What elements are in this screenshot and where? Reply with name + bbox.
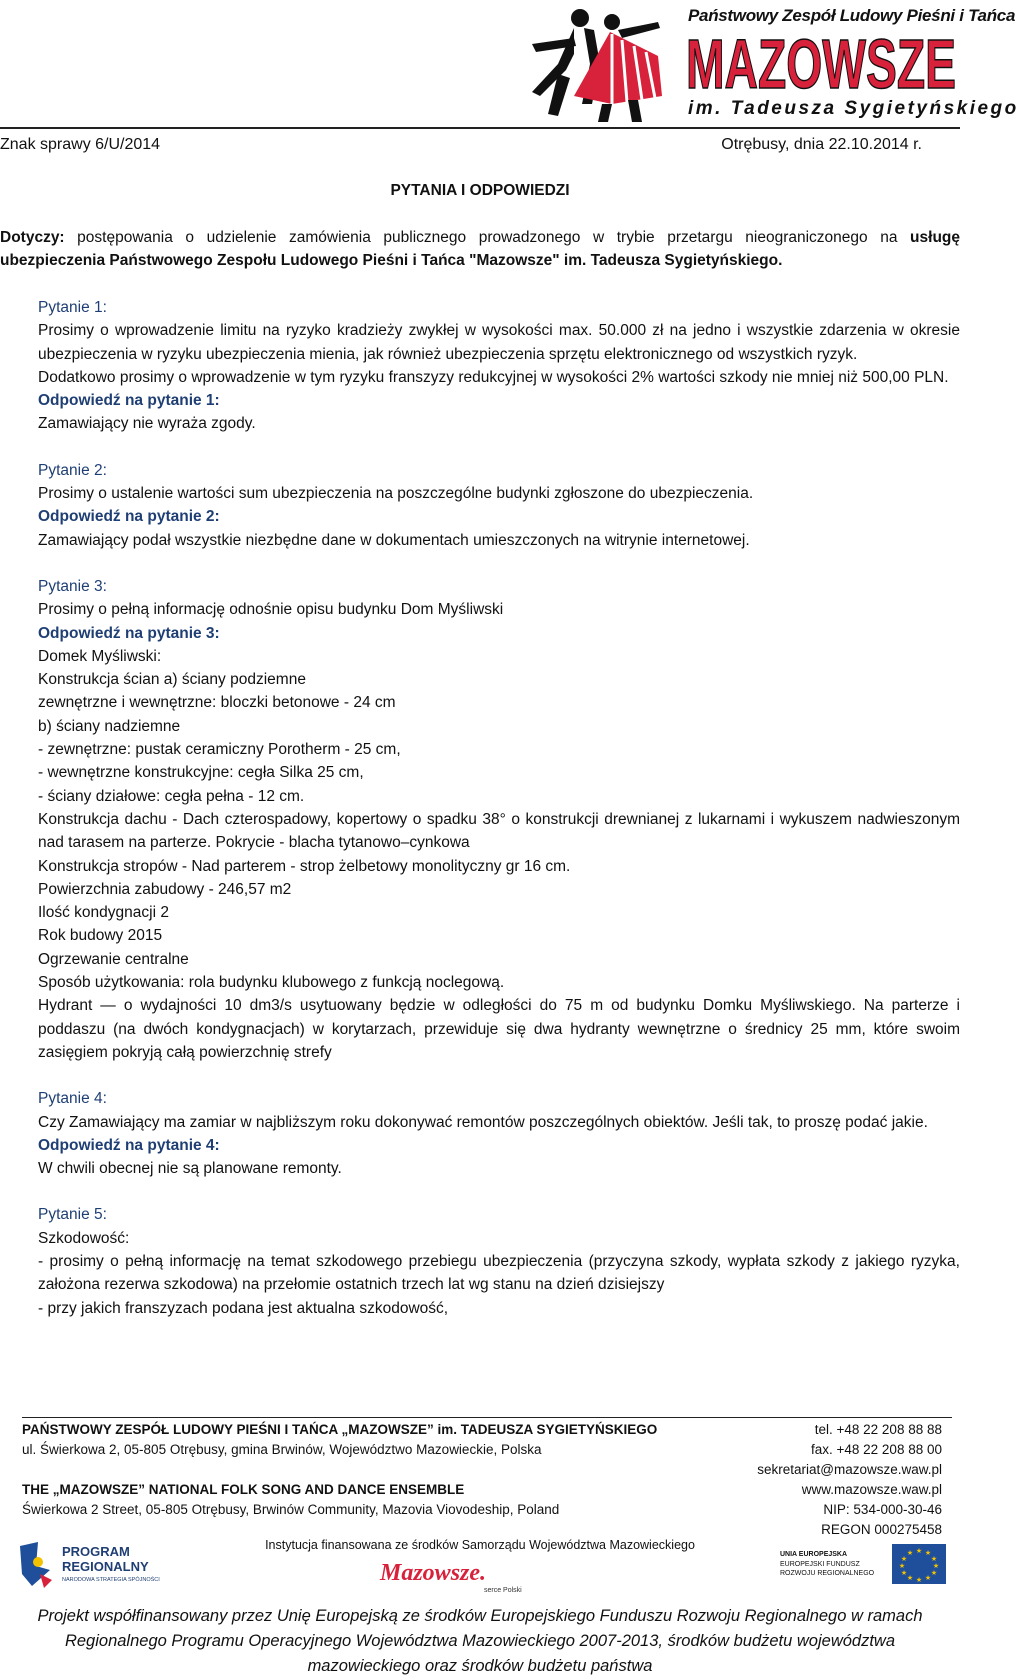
case-number: Znak sprawy 6/U/2014 <box>0 136 161 153</box>
footer-regon: REGON 000275458 <box>821 1522 942 1537</box>
question-1-text-2: Dodatkowo prosimy o wprowadzenie w tym ryzyku franszyzy redukcyjnej w wysokości 2% wartości szkody nie mniej niż 500,00 PLN. <box>38 368 949 386</box>
logo-pr-line-3: NARODOWA STRATEGIA SPÓJNOŚCI <box>62 1577 160 1583</box>
footer-address-block <box>22 1420 712 1520</box>
question-5-heading: Pytanie 5: <box>38 1206 107 1224</box>
footer-divider <box>22 1417 952 1418</box>
dancers-logo-image <box>462 4 687 126</box>
answer-2-text: Zamawiający podał wszystkie niezbędne dane w dokumentach umieszczonych na witrynie internetowej. <box>38 531 750 549</box>
answer-3-heading: Odpowiedź na pytanie 3: <box>38 624 220 642</box>
logo-maz-sub: serce Polski <box>484 1587 522 1594</box>
question-5-line: - prosimy o pełną informację na temat szkodowego przebiegu ubezpieczenia (przyczyna szkody, wypłata szkody z jakiego ryzyka, założona rezerwa szkodowa) na przełomie ostatnich trzech lat wg stanu na dzień dzisiejszy <box>38 1252 960 1294</box>
svg-text:★: ★ <box>924 1549 932 1557</box>
question-1-text: Prosimy o wprowadzenie limitu na ryzyko kradzieży zwykłej w wysokości max. 50.000 zł na jedno i wszystkie zdarzenia w okresie ubezpieczenia w ryzyku ubezpieczenia mienia, jak również ubezpieczenia sprzętu elektronicznego od wszystkich ryzyk. <box>38 322 960 363</box>
funding-note: Instytucja finansowana ze środków Samorządu Województwa Mazowieckiego <box>265 1538 695 1552</box>
answer-3-line: Konstrukcja ścian a) ściany podziemne <box>38 671 306 689</box>
answer-3-line: Ogrzewanie centralne <box>38 950 189 968</box>
answer-3-line: Ilość kondygnacji 2 <box>38 904 169 922</box>
brand-subtitle: im. Tadeusza Sygietyńskiego <box>688 98 1019 119</box>
answer-1-heading: Odpowiedź na pytanie 1: <box>38 392 220 410</box>
question-3-text: Prosimy o pełną informację odnośnie opisu budynku Dom Myśliwski <box>38 601 504 619</box>
cofinancing-line: mazowieckiego oraz środków budżetu państwa <box>307 1657 653 1675</box>
footer-en-name: THE „MAZOWSZE” NATIONAL FOLK SONG AND DANCE ENSEMBLE <box>22 1482 465 1497</box>
answer-2-heading: Odpowiedź na pytanie 2: <box>38 508 220 526</box>
footer-www-link[interactable]: www.mazowsze.waw.pl <box>801 1482 942 1497</box>
svg-text:★: ★ <box>932 1562 940 1570</box>
question-5-line: Szkodowość: <box>38 1229 130 1247</box>
logo-pr-line-1: PROGRAM <box>62 1544 130 1559</box>
answer-3-hydrant: Hydrant — o wydajności 10 dm3/s usytuowany będzie w odległości do 75 m od budynku Domku Myśliwskiego. Na parterze i poddaszu (na dwóch kondygnacjach) w korytarzach, przewiduje się dwa hydranty wewnętrzne o średnicy 25 mm, które swoim zasięgiem pokryją całą powierzchnię strefy <box>38 997 960 1061</box>
header-divider <box>0 127 960 129</box>
answer-3-line: Powierzchnia zabudowy - 246,57 m2 <box>38 880 292 898</box>
program-regionalny-logo <box>18 1540 178 1590</box>
footer-contact-block <box>682 1420 942 1540</box>
answer-3-line: b) ściany nadziemne <box>38 717 181 735</box>
question-5-line: - przy jakich franszyzach podana jest aktualna szkodowość, <box>38 1299 449 1317</box>
logo-ue-line-3: ROZWOJU REGIONALNEGO <box>780 1570 875 1577</box>
question-3-heading: Pytanie 3: <box>38 577 107 595</box>
subject-paragraph <box>0 226 960 272</box>
logo-maz-text: Mazowsze. <box>380 1560 487 1586</box>
footer-en-address: Świerkowa 2 Street, 05-805 Otrębusy, Brwinów Community, Mazovia Viovodeship, Poland <box>22 1502 560 1517</box>
cofinancing-line: Regionalnego Programu Operacyjnego Województwa Mazowieckiego 2007-2013, środków budżetu województwa <box>64 1632 896 1650</box>
answer-1-text: Zamawiający nie wyraża zgody. <box>38 415 256 433</box>
svg-text:★: ★ <box>906 1574 914 1582</box>
eu-fund-logo <box>780 1542 950 1592</box>
answer-3-roof: Konstrukcja dachu - Dach czterospadowy, kopertowy o spadku 38° o konstrukcji drewnianej z lukarnami i wykuszem nadwieszonym nad tarasem na parterze. Pokrycie - blacha tytanowo–cynkowa <box>38 810 960 852</box>
svg-text:★: ★ <box>900 1569 908 1577</box>
footer-tel: tel. +48 22 208 88 88 <box>814 1422 942 1437</box>
answer-3-line: Konstrukcja stropów - Nad parterem - strop żelbetowy monolityczny gr 16 cm. <box>38 857 571 875</box>
footer-email-link[interactable]: sekretariat@mazowsze.waw.pl <box>757 1462 942 1477</box>
brand-name-text: MAZOWSZE <box>686 25 956 103</box>
question-4-text: Czy Zamawiający ma zamiar w najbliższym roku dokonywać remontów poszczególnych obiektów. Jeśli tak, to proszę podać jakie. <box>38 1113 928 1131</box>
subject-text: postępowania o udzielenie zamówienia publicznego prowadzonego w trybie przetargu nieograniczonego na <box>64 229 911 246</box>
footer-pl-name: PAŃSTWOWY ZESPÓŁ LUDOWY PIEŚNI I TAŃCA „MAZOWSZE” im. TADEUSZA SYGIETYŃSKIEGO <box>22 1422 658 1437</box>
svg-text:★: ★ <box>915 1576 923 1584</box>
footer-nip: NIP: 534-000-30-46 <box>823 1502 942 1517</box>
answer-3-line: Domek Myśliwski: <box>38 647 162 665</box>
answer-3-line: - wewnętrzne konstrukcyjne: cegła Silka 25 cm, <box>38 764 364 782</box>
document-title: PYTANIA I ODPOWIEDZI <box>390 182 570 199</box>
svg-text:★: ★ <box>930 1569 938 1577</box>
answer-3-line: - zewnętrzne: pustak ceramiczny Porotherm - 25 cm, <box>38 741 401 759</box>
svg-text:★: ★ <box>900 1555 908 1563</box>
svg-text:★: ★ <box>924 1574 932 1582</box>
place-and-date: Otrębusy, dnia 22.10.2014 r. <box>721 136 922 153</box>
answer-3-line: zewnętrzne i wewnętrzne: bloczki betonowe - 24 cm <box>38 694 396 712</box>
answer-3-line: Rok budowy 2015 <box>38 927 163 945</box>
brand-top-line: Państwowy Zespół Ludowy Pieśni i Tańca <box>688 6 1016 25</box>
cofinancing-statement <box>0 1604 960 1679</box>
svg-text:★: ★ <box>915 1547 923 1555</box>
footer-pl-address: ul. Świerkowa 2, 05-805 Otrębusy, gmina Brwinów, Województwo Mazowieckie, Polska <box>22 1442 542 1457</box>
cofinancing-line: Projekt współfinansowany przez Unię Europejską ze środków Europejskiego Funduszu Rozwoju Regionalnego w ramach <box>37 1607 923 1625</box>
answer-3-line: Sposób użytkowania: rola budynku klubowego z funkcją noclegową. <box>38 974 505 992</box>
footer-fax: fax. +48 22 208 88 00 <box>811 1442 942 1457</box>
answer-4-heading: Odpowiedź na pytanie 4: <box>38 1136 220 1154</box>
brand-name-wordmark <box>686 25 958 103</box>
svg-text:★: ★ <box>898 1562 906 1570</box>
answer-3-line: - ściany działowe: cegła pełna - 12 cm. <box>38 787 305 805</box>
logo-ue-line-2: EUROPEJSKI FUNDUSZ <box>780 1561 860 1568</box>
subject-label: Dotyczy: <box>0 229 65 246</box>
subject-bold-text: usługę ubezpieczenia Państwowego Zespołu Ludowego Pieśni i Tańca "Mazowsze" im. Tadeusza Sygietyńskiego. <box>0 229 960 269</box>
questions-and-answers <box>38 296 960 1320</box>
question-4-heading: Pytanie 4: <box>38 1090 107 1108</box>
answer-4-text: W chwili obecnej nie są planowane remonty. <box>38 1160 342 1178</box>
logo-ue-line-1: UNIA EUROPEJSKA <box>780 1551 848 1558</box>
question-2-heading: Pytanie 2: <box>38 461 107 479</box>
question-1-heading: Pytanie 1: <box>38 299 107 316</box>
mazowsze-region-logo <box>380 1558 550 1594</box>
svg-text:★: ★ <box>930 1555 938 1563</box>
svg-text:★: ★ <box>906 1549 914 1557</box>
logo-pr-line-2: REGIONALNY <box>62 1559 149 1574</box>
question-2-text: Prosimy o ustalenie wartości sum ubezpieczenia na poszczególne budynki zgłoszone do ubezpieczenia. <box>38 485 754 503</box>
